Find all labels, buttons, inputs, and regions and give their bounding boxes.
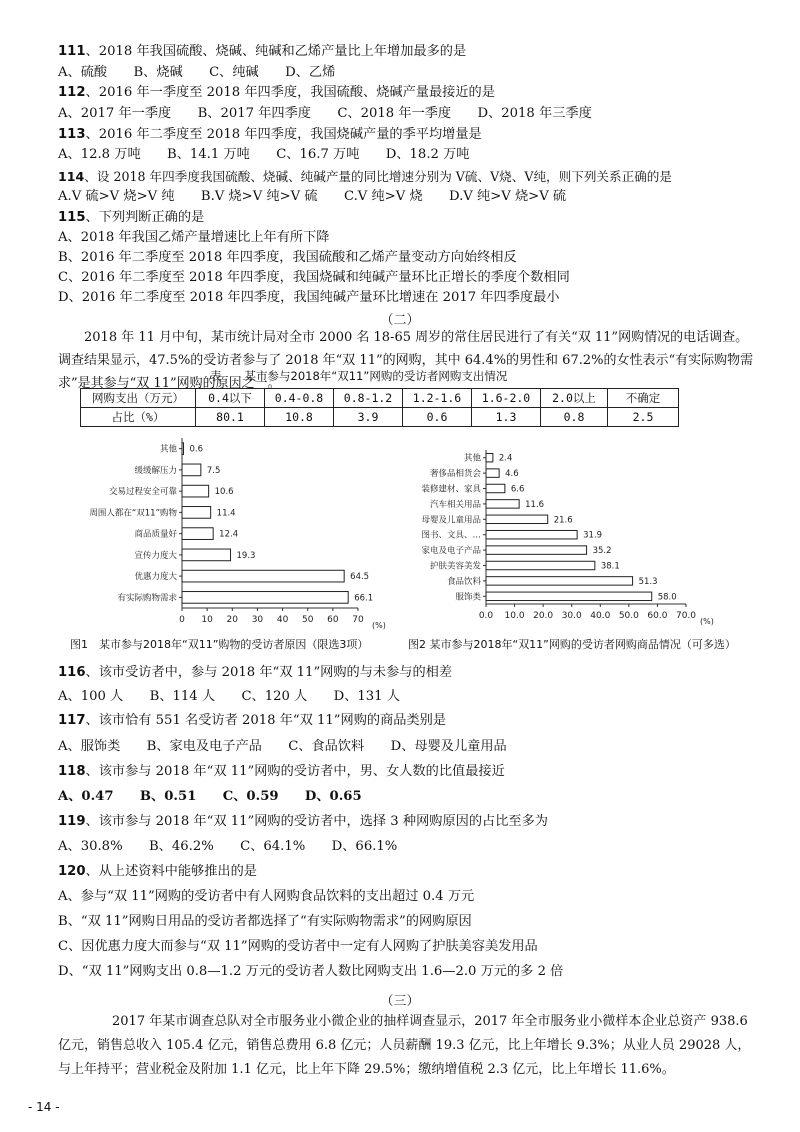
x-tick-label: 20 bbox=[226, 615, 239, 625]
x-tick-label: 30 bbox=[251, 615, 264, 625]
page-number: - 14 - bbox=[28, 1100, 60, 1114]
question-116: 116、该市受访者中，参与 2018 年“双 11”网购的与未参与的相差 bbox=[58, 665, 453, 680]
value-label: 11.4 bbox=[216, 508, 236, 519]
options-112: A、2017 年一季度 B、2017 年四季度 C、2018 年一季度 D、2018 年三季度 bbox=[58, 106, 592, 121]
bar bbox=[486, 484, 505, 492]
value-label: 38.1 bbox=[600, 561, 620, 572]
category-label: 服饰类 bbox=[455, 592, 481, 603]
option-115-d: D、2016 年二季度至 2018 年四季度，我国纯碱产量环比增速在 2017 年四季度最小 bbox=[58, 290, 560, 305]
table-cell: 0.4-0.8 bbox=[265, 389, 334, 408]
bar bbox=[182, 507, 211, 519]
option-120-d: D、“双 11”网购支出 0.8—1.2 万元的受访者人数比网购支出 1.6—2.0 万元的多 2 倍 bbox=[58, 964, 564, 979]
bar bbox=[486, 592, 652, 600]
bar bbox=[486, 546, 587, 554]
bar bbox=[486, 453, 493, 461]
x-tick-label: 40.0 bbox=[590, 611, 611, 621]
question-113: 113、2016 年二季度至 2018 年四季度，我国烧碱产量的季平均增量是 bbox=[58, 127, 482, 142]
table-cell: 80.1 bbox=[196, 408, 265, 427]
question-119: 119、该市参与 2018 年“双 11”网购的受访者中，选择 3 种网购原因的占比至多为 bbox=[58, 814, 548, 829]
table-cell: 不确定 bbox=[608, 389, 679, 408]
value-label: 58.0 bbox=[657, 592, 677, 603]
category-label: 交易过程安全可靠 bbox=[108, 487, 177, 498]
option-115-b: B、2016 年二季度至 2018 年四季度，我国硫酸和乙烯产量变动方向始终相反 bbox=[58, 250, 517, 265]
question-115: 115、下列判断正确的是 bbox=[58, 210, 205, 225]
x-tick-label: 70 bbox=[352, 615, 364, 625]
category-label: 商品质量好 bbox=[134, 529, 177, 540]
category-label: 装修建材、家具 bbox=[421, 484, 481, 495]
option-120-c: C、因优惠力度大而参与“双 11”网购的受访者中一定有人网购了护肤美容美发用品 bbox=[58, 939, 538, 954]
x-tick-label: 50.0 bbox=[618, 611, 639, 621]
table-cell: 0.8-1.2 bbox=[334, 389, 403, 408]
option-115-a: A、2018 年我国乙烯产量增速比上年有所下降 bbox=[58, 230, 330, 245]
question-117: 117、该市恰有 551 名受访者 2018 年“双 11”网购的商品类别是 bbox=[58, 713, 447, 728]
bar bbox=[486, 561, 595, 569]
table-cell: 10.8 bbox=[265, 408, 334, 427]
chart-2-goods bbox=[410, 432, 730, 632]
table-cell: 网购支出（万元） bbox=[81, 389, 196, 408]
value-label: 64.5 bbox=[350, 572, 370, 583]
table-cell: 1.6-2.0 bbox=[472, 389, 541, 408]
table-header-row bbox=[81, 389, 679, 408]
unit-label: (%) bbox=[372, 621, 386, 630]
bar bbox=[486, 515, 548, 523]
category-label: 其他 bbox=[463, 453, 481, 464]
bar bbox=[182, 570, 344, 582]
category-label: 汽车相关用品 bbox=[429, 499, 481, 510]
bar bbox=[486, 469, 499, 477]
category-label: 食品饮料 bbox=[446, 576, 481, 587]
table-cell: 0.4以下 bbox=[196, 389, 265, 408]
question-111: 111、2018 年我国硫酸、烧碱、纯碱和乙烯产量比上年增加最多的是 bbox=[58, 44, 467, 59]
question-118: 118、该市参与 2018 年“双 11”网购的受访者中，男、女人数的比值最接近 bbox=[58, 764, 505, 779]
value-label: 0.6 bbox=[189, 444, 204, 455]
category-label: 优惠力度大 bbox=[134, 572, 177, 583]
chart-2-caption: 图2 某市参与2018年“双11”网购的受访者网购商品情况（可多选） bbox=[408, 638, 736, 651]
bar bbox=[182, 464, 201, 476]
table-cell: 占比（%） bbox=[81, 408, 196, 427]
category-label: 母婴及儿童用品 bbox=[421, 515, 481, 526]
x-tick-label: 30.0 bbox=[561, 611, 582, 621]
question-114: 114、设 2018 年四季度我国硫酸、烧碱、纯碱产量的同比增速分别为 V硫、V烧、V纯，则下列关系正确的是 bbox=[58, 169, 672, 184]
table-cell: 2.5 bbox=[608, 408, 679, 427]
value-label: 12.4 bbox=[219, 529, 239, 540]
x-tick-label: 50 bbox=[301, 615, 314, 625]
options-119: A、30.8% B、46.2% C、64.1% D、66.1% bbox=[58, 839, 398, 854]
x-tick-label: 40 bbox=[276, 615, 289, 625]
table-cell: 3.9 bbox=[334, 408, 403, 427]
value-label: 31.9 bbox=[583, 530, 603, 541]
section-2-heading: （二） bbox=[380, 313, 420, 328]
x-tick-label: 10.0 bbox=[504, 611, 525, 621]
category-label: 有实际购物需求 bbox=[117, 593, 177, 604]
table-cell: 0.8 bbox=[541, 408, 608, 427]
x-tick-label: 60 bbox=[327, 615, 339, 625]
value-label: 66.1 bbox=[354, 593, 374, 604]
bar bbox=[182, 485, 209, 497]
options-113: A、12.8 万吨 B、14.1 万吨 C、16.7 万吨 D、18.2 万吨 bbox=[58, 147, 470, 162]
bar bbox=[182, 443, 184, 455]
value-label: 4.6 bbox=[505, 469, 519, 480]
section-3-paragraph: 2017 年某市调查总队对全市服务业小微企业的抽样调查显示，2017 年全市服务业小微样本企业总资产 938.6 亿元，销售总收入 105.4 亿元，销售总费用 6.8 亿元；人员薪酬 19.3 亿元，比上年增长 9.3%；从业人员 29028 人，与上年持平；营业税金及附加 1.1 亿元，比上年下降 29.5%；缴纳增值税 2.3 亿元，比上年增长 11.6%。 bbox=[58, 1014, 751, 1077]
bar bbox=[182, 528, 213, 540]
chart-1-caption: 图1 某市参与2018年“双11”购物的受访者原因（限选3项） bbox=[70, 638, 369, 651]
category-label: 图书、文具、… bbox=[421, 530, 481, 541]
x-tick-label: 0 bbox=[179, 615, 185, 625]
table-cell: 2.0以上 bbox=[541, 389, 608, 408]
value-label: 11.6 bbox=[525, 499, 545, 510]
option-115-c: C、2016 年二季度至 2018 年四季度，我国烧碱和纯碱产量环比正增长的季度个数相同 bbox=[58, 270, 570, 285]
options-114: A.V 硫>V 烧>V 纯 B.V 烧>V 纯>V 硫 C.V 纯>V 烧 D.V 纯>V 烧>V 硫 bbox=[58, 189, 567, 204]
chart-1-reasons bbox=[70, 432, 400, 632]
question-120: 120、从上述资料中能够推出的是 bbox=[58, 864, 257, 879]
table-cell: 1.3 bbox=[472, 408, 541, 427]
table-data-row bbox=[81, 408, 679, 427]
value-label: 2.4 bbox=[498, 453, 513, 464]
bar bbox=[182, 592, 348, 604]
table-cell: 1.2-1.6 bbox=[403, 389, 472, 408]
x-tick-label: 60.0 bbox=[647, 611, 668, 621]
spending-table bbox=[80, 388, 679, 427]
question-112: 112、2016 年一季度至 2018 年四季度，我国硫酸、烧碱产量最接近的是 bbox=[58, 85, 495, 100]
category-label: 周围人都在“双11”购物 bbox=[89, 508, 177, 519]
value-label: 10.6 bbox=[214, 487, 234, 498]
category-label: 宣传力度大 bbox=[134, 550, 177, 561]
value-label: 7.5 bbox=[206, 465, 221, 476]
table-caption: 表 某市参与2018年“双11”网购的受访者网购支出情况 bbox=[210, 369, 508, 383]
category-label: 护肤美容美发 bbox=[429, 561, 481, 572]
category-label: 缓缓解压力 bbox=[134, 465, 177, 476]
options-111: A、硫酸 B、烧碱 C、纯碱 D、乙烯 bbox=[58, 65, 336, 80]
x-tick-label: 70.0 bbox=[675, 611, 697, 621]
table-cell: 0.6 bbox=[403, 408, 472, 427]
bar bbox=[486, 500, 519, 508]
option-120-a: A、参与“双 11”网购的受访者中有人网购食品饮料的支出超过 0.4 万元 bbox=[58, 889, 475, 904]
x-tick-label: 20.0 bbox=[533, 611, 554, 621]
category-label: 家电及电子产品 bbox=[421, 546, 481, 557]
category-label: 其他 bbox=[159, 444, 177, 455]
x-tick-label: 0.0 bbox=[478, 611, 494, 621]
value-label: 21.6 bbox=[553, 515, 573, 526]
options-116: A、100 人 B、114 人 C、120 人 D、131 人 bbox=[58, 689, 400, 704]
value-label: 35.2 bbox=[592, 546, 612, 557]
x-tick-label: 10 bbox=[201, 615, 213, 625]
bar bbox=[182, 549, 231, 561]
value-label: 51.3 bbox=[638, 576, 658, 587]
options-118: A、0.47 B、0.51 C、0.59 D、0.65 bbox=[58, 789, 362, 804]
bar bbox=[486, 577, 633, 585]
section-2-paragraph: 2018 年 11 月中旬，某市统计局对全市 2000 名 18-65 周岁的常住居民进行了有关“双 11”网购情况的电话调查。调查结果显示，47.5%的受访者参与了 2018 年“双 11”的网购，其中 64.4%的男性和 67.2%的女性表示“有实际购物需求”是其参与“双 11”网购的原因之一。 bbox=[58, 330, 754, 391]
option-120-b: B、“双 11”网购日用品的受访者都选择了“有实际购物需求”的网购原因 bbox=[58, 914, 472, 929]
value-label: 6.6 bbox=[510, 484, 525, 495]
value-label: 19.3 bbox=[236, 550, 256, 561]
unit-label: (%) bbox=[700, 617, 714, 626]
section-3-heading: （三） bbox=[380, 994, 420, 1009]
options-117: A、服饰类 B、家电及电子产品 C、食品饮料 D、母婴及儿童用品 bbox=[58, 739, 507, 754]
category-label: 奢侈品相货会 bbox=[429, 469, 481, 480]
bar bbox=[486, 530, 577, 538]
